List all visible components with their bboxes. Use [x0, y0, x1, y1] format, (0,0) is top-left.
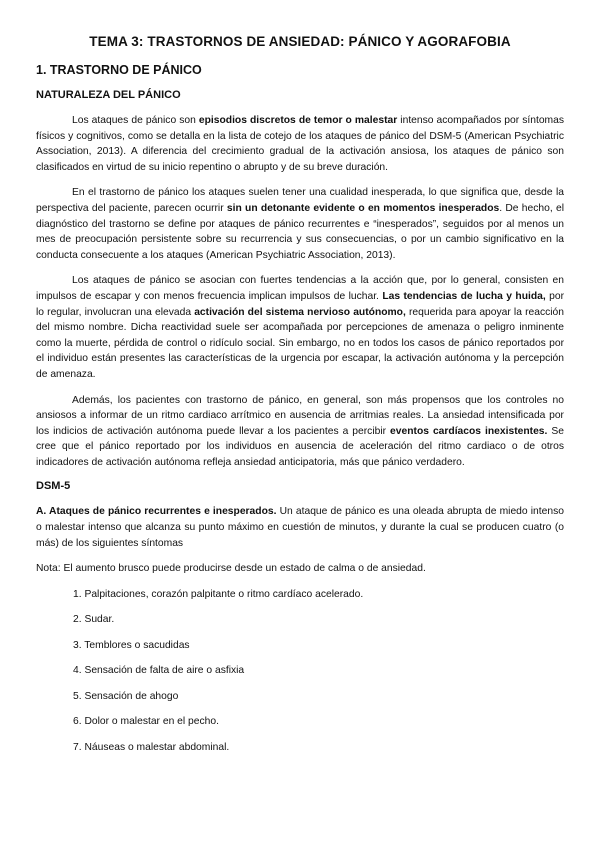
paragraph-4: Además, los pacientes con trastorno de pánico, en general, son más propensos que los controles no ansiosos a informar de un ritmo cardiaco arrítmico en ausencia de arritmias reales. La ansiedad intensificada por los indicios de activación autónoma puede llevar a los pacientes a percibir eventos cardíacos inexistentes. Se cree que el pánico reportado por los individuos en ausencia de aceleración del ritmo cardiaco o de otros indicadores de activación autónoma refleja ansiedad anticipatoria, más que pánico verdadero.: [36, 394, 564, 468]
paragraph-3: Los ataques de pánico se asocian con fuertes tendencias a la acción que, por lo general, consisten en impulsos de escapar y con menos frecuencia implican impulsos de luchar. Las tendencias de lucha y huida, por lo regular, involucran una elevada activación del sistema nervioso autónomo, requerida para apoyar la reacción del mismo nombre. Dicha reactividad suele ser acompañada por percepciones de amenaza o peligro inminente como la muerte, pérdida de control o ridículo social. Sin embargo, no en todos los casos de pánico reportados por el individuo están presentes las características de la urgencia por escapar, la activación autónoma y la percepción de amenaza.: [36, 275, 565, 380]
note: Nota: El aumento brusco puede producirse desde un estado de calma o de ansiedad.: [36, 563, 426, 575]
list-item: 5. Sensación de ahogo: [73, 690, 179, 702]
list-item: 3. Temblores o sacudidas: [73, 639, 190, 651]
subheading-nature-of-panic: NATURALEZA DEL PÁNICO: [36, 89, 181, 101]
list-item: 4. Sensación de falta de aire o asfixia: [73, 665, 245, 677]
list-item: 1. Palpitaciones, corazón palpitante o ritmo cardíaco acelerado.: [73, 588, 364, 600]
paragraph-1: Los ataques de pánico son episodios discretos de temor o malestar intenso acompañados por síntomas físicos y cognitivos, como se detalla en la lista de cotejo de los ataques de pánico del DSM-5 (American Psychiatric Association, 2013). A diferencia del crecimiento gradual de la activación ansiosa, los ataques de pánico son clasificados en virtud de su inicio repentino o abrupto y de su breve duración.: [36, 115, 564, 173]
list-item: 6. Dolor o malestar en el pecho.: [73, 716, 219, 728]
list-item: 2. Sudar.: [73, 614, 115, 626]
paragraph-2: En el trastorno de pánico los ataques suelen tener una cualidad inesperada, lo que significa que, desde la perspectiva del paciente, parecen ocurrir sin un detonante evidente o en momentos inesperados. De hecho, el diagnóstico del trastorno se define por ataques de pánico recurrentes e “inesperados”, seguidos por al menos un mes de preocupación persistente sobre su recurrencia y sus consecuencias, o por un cambio significativo en la conducta consecuente a los ataques (American Psychiatric Association, 2013).: [36, 187, 564, 261]
criterion-a: A. Ataques de pánico recurrentes e inesperados. Un ataque de pánico es una oleada abrupta de miedo intenso o malestar intenso que alcanza su punto máximo en cuestión de minutos, y durante la cual se producen cuatro (o más) de los siguientes síntomas: [36, 506, 564, 549]
section-heading-panic-disorder: 1. TRASTORNO DE PÁNICO: [36, 63, 202, 77]
symptom-list: [36, 587, 564, 766]
subheading-dsm5: DSM-5: [36, 480, 71, 493]
page-title: TEMA 3: TRASTORNOS DE ANSIEDAD: PÁNICO Y AGORAFOBIA: [89, 34, 511, 49]
list-item: 7. Náuseas o malestar abdominal.: [73, 741, 230, 753]
